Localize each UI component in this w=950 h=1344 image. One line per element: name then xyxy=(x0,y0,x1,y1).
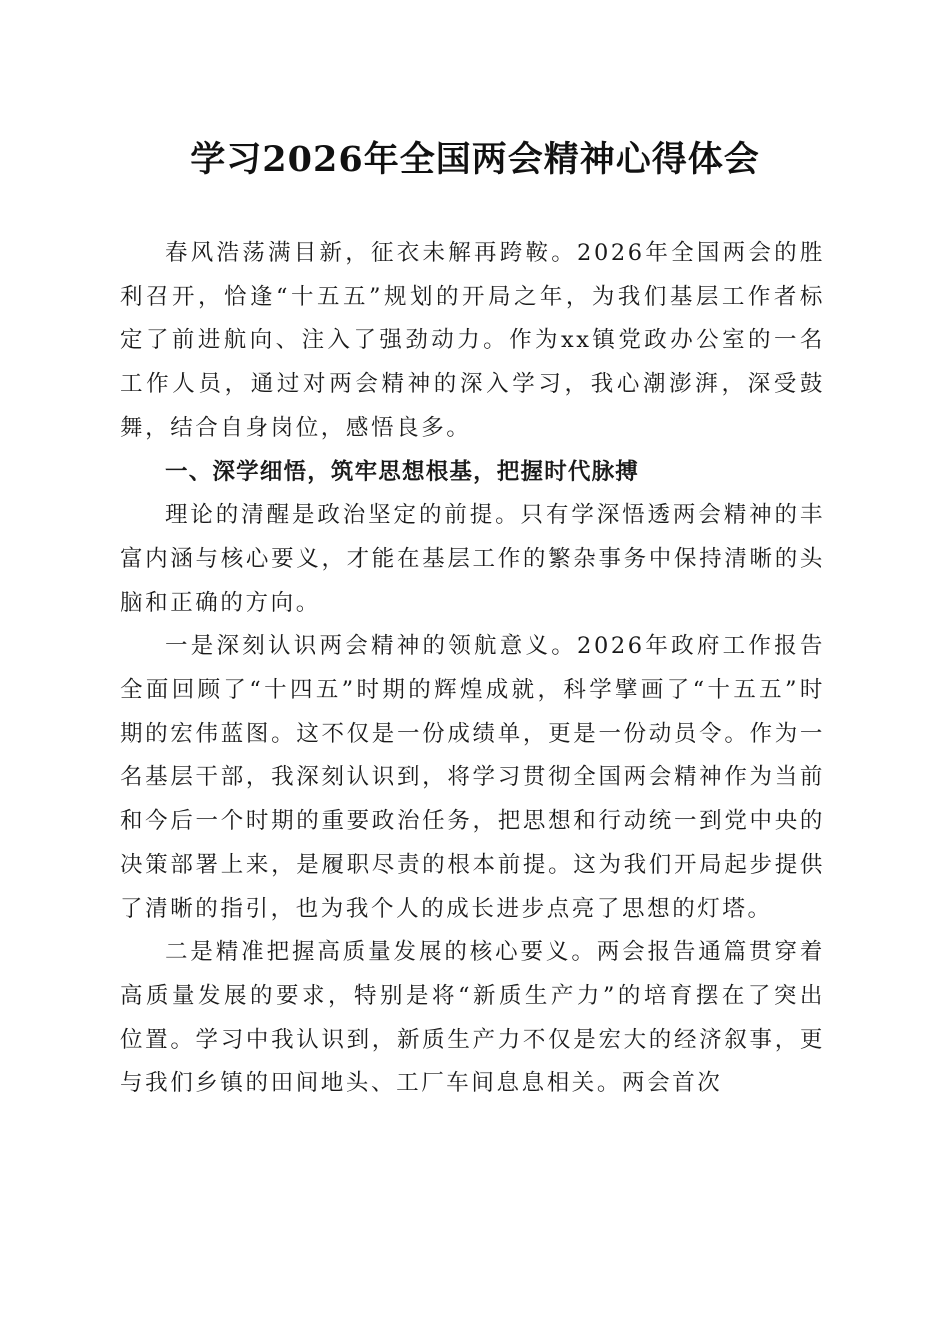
paragraph-section-1-lead: 理论的清醒是政治坚定的前提。只有学深悟透两会精神的丰富内涵与核心要义，才能在基层工作的繁杂事务中保持清晰的头脑和正确的方向。 xyxy=(120,502,825,616)
section-heading-1: 一、深学细悟，筑牢思想根基，把握时代脉搏 xyxy=(165,458,640,485)
paragraph-point-1: 一是深刻认识两会精神的领航意义。2026年政府工作报告全面回顾了“十四五”时期的辉煌成就，科学擘画了“十五五”时期的宏伟蓝图。这不仅是一份成绩单，更是一份动员令。作为一名基层干部，我深刻认识到，将学习贯彻全国两会精神作为当前和今后一个时期的重要政治任务，把思想和行动统一到党中央的决策部署上来，是履职尽责的根本前提。这为我们开局起步提供了清晰的指引，也为我个人的成长进步点亮了思想的灯塔。 xyxy=(120,633,825,922)
paragraph-intro: 春风浩荡满目新，征衣未解再跨鞍。2026年全国两会的胜利召开，恰逢“十五五”规划的开局之年，为我们基层工作者标定了前进航向、注入了强劲动力。作为xx镇党政办公室的一名工作人员，通过对两会精神的深入学习，我心潮澎湃，深受鼓舞，结合自身岗位，感悟良多。 xyxy=(120,240,825,441)
document-title: 学习2026年全国两会精神心得体会 xyxy=(190,139,760,180)
document-body xyxy=(120,232,825,1106)
paragraph-point-2: 二是精准把握高质量发展的核心要义。两会报告通篇贯穿着高质量发展的要求，特别是将“新质生产力”的培育摆在了突出位置。学习中我认识到，新质生产力不仅是宏大的经济叙事，更与我们乡镇的田间地头、工厂车间息息相关。两会首次 xyxy=(120,939,825,1097)
